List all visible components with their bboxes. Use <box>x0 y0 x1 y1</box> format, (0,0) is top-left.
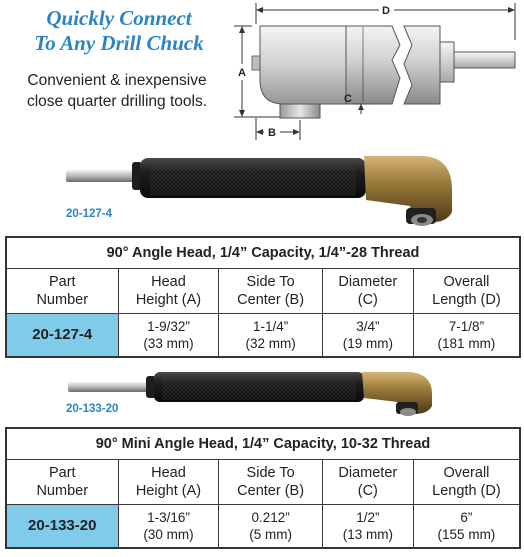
table-row <box>6 313 520 357</box>
header-head-height: Head Height (A) <box>118 459 219 504</box>
spec-table-1 <box>5 236 521 358</box>
diameter-cell: 3/4” (19 mm) <box>322 313 413 357</box>
header-head-height: Head Height (A) <box>118 268 219 313</box>
label-c: C <box>344 93 352 105</box>
header-diameter: Diameter (C) <box>322 459 413 504</box>
diameter-cell: 1/2” (13 mm) <box>322 504 413 548</box>
dimension-b <box>256 118 300 140</box>
label-d: D <box>382 5 390 17</box>
label-b: B <box>268 127 276 139</box>
header-diameter: Diameter (C) <box>322 268 413 313</box>
header-overall-length: Overall Length (D) <box>413 459 520 504</box>
header-part-number: Part Number <box>6 268 118 313</box>
part-number-cell: 20-133-20 <box>6 504 118 548</box>
tagline-line-1: Convenient & inexpensive <box>27 72 207 89</box>
side-to-center-cell: 1-1/4” (32 mm) <box>219 313 322 357</box>
table-title-1: 90° Angle Head, 1/4” Capacity, 1/4”-28 Thread <box>6 237 520 268</box>
product-photo-20-133-20 <box>68 368 438 418</box>
headline-line-2: To Any Drill Chuck <box>34 31 204 55</box>
side-to-center-cell: 0.212” (5 mm) <box>219 504 322 548</box>
header-overall-length: Overall Length (D) <box>413 268 520 313</box>
spec-table-2 <box>5 427 521 549</box>
header-side-to-center: Side To Center (B) <box>219 268 322 313</box>
tagline <box>10 70 224 112</box>
table-title-2: 90° Mini Angle Head, 1/4” Capacity, 10-32 Thread <box>6 428 520 459</box>
label-a: A <box>238 67 246 79</box>
header-part-number: Part Number <box>6 459 118 504</box>
table-header-row <box>6 268 520 313</box>
caption-product-2: 20-133-20 <box>66 403 119 415</box>
dimension-diagram <box>228 0 522 140</box>
header-side-to-center: Side To Center (B) <box>219 459 322 504</box>
headline <box>14 6 224 56</box>
head-height-cell: 1-9/32” (33 mm) <box>118 313 219 357</box>
caption-product-1: 20-127-4 <box>66 208 113 220</box>
table-header-row <box>6 459 520 504</box>
angle-head-drawing <box>252 26 515 118</box>
tagline-line-2: close quarter drilling tools. <box>26 93 208 110</box>
overall-length-cell: 7-1/8” (181 mm) <box>413 313 520 357</box>
part-number-cell: 20-127-4 <box>6 313 118 357</box>
overall-length-cell: 6” (155 mm) <box>413 504 520 548</box>
headline-line-1: Quickly Connect <box>46 6 192 30</box>
table-row <box>6 504 520 548</box>
head-height-cell: 1-3/16” (30 mm) <box>118 504 219 548</box>
product-photo-20-127-4 <box>66 150 456 230</box>
